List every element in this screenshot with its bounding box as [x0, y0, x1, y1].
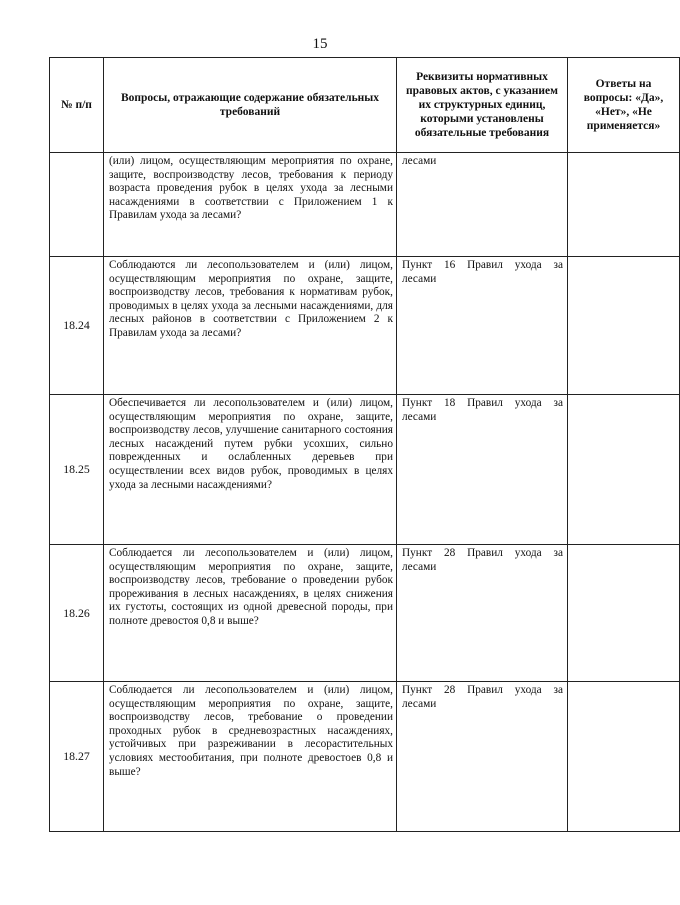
- table-row: [50, 153, 680, 257]
- header-num: № п/п: [50, 58, 104, 153]
- header-reference: Реквизиты нормативных правовых актов, с указанием их структурных единиц, которыми установлены обязательные требования: [397, 58, 568, 153]
- row-answer[interactable]: [568, 153, 680, 257]
- table-row: [50, 257, 680, 395]
- page-number: 15: [312, 36, 328, 52]
- table-header-row: [50, 58, 680, 153]
- row-reference: Пункт 28 Правил ухода за лесами: [397, 545, 568, 682]
- row-reference: Пункт 28 Правил ухода за лесами: [397, 682, 568, 832]
- row-number: 18.26: [50, 545, 104, 682]
- row-answer[interactable]: [568, 545, 680, 682]
- row-answer[interactable]: [568, 395, 680, 545]
- row-reference: Пункт 18 Правил ухода за лесами: [397, 395, 568, 545]
- row-reference: лесами: [397, 153, 568, 257]
- row-question: Соблюдается ли лесопользователем и (или) лицом, осуществляющим мероприятия по охране, защите, воспроизводству лесов, требование о проведении рубок прореживания в лесных насаждениях, в целях снижения их густоты, состоящих из одной древесной породы, при полноте древостоя 0,8 и выше?: [104, 545, 397, 682]
- table-row: [50, 682, 680, 832]
- table-row: [50, 545, 680, 682]
- row-question: Обеспечивается ли лесопользователем и (или) лицом, осуществляющим мероприятия по охране, защите, воспроизводству лесов, улучшение санитарного состояния лесных насаждений путем рубки усохших, сильно поврежденных и ослабленных деревьев при осуществлении всех видов рубок, проводимых в целях ухода за лесными насаждениями?: [104, 395, 397, 545]
- table-row: [50, 395, 680, 545]
- row-question: Соблюдается ли лесопользователем и (или) лицом, осуществляющим мероприятия по охране, защите, воспроизводству лесов, требование о проведении проходных рубок в средневозрастных насаждениях, устойчивых при разреживании в лесорастительных условиях местообитания, при полноте древостоев 0,8 и выше?: [104, 682, 397, 832]
- row-answer[interactable]: [568, 257, 680, 395]
- row-reference: Пункт 16 Правил ухода за лесами: [397, 257, 568, 395]
- header-answer: Ответы на вопросы: «Да», «Нет», «Не применяется»: [568, 58, 680, 153]
- row-question: (или) лицом, осуществляющим мероприятия по охране, защите, воспроизводству лесов, требования к периоду возраста проведения рубок в целях ухода за лесными насаждениями в соответствии с Приложением 1 к Правилам ухода за лесами?: [104, 153, 397, 257]
- row-question: Соблюдаются ли лесопользователем и (или) лицом, осуществляющим мероприятия по охране, защите, воспроизводству лесов, требования к нормативам рубок, проводимых в целях ухода за лесными насаждениями, для лесных районов в соответствии с Приложением 2 к Правилам ухода за лесами?: [104, 257, 397, 395]
- header-question: Вопросы, отражающие содержание обязательных требований: [104, 58, 397, 153]
- row-number: 18.27: [50, 682, 104, 832]
- row-number: [50, 153, 104, 257]
- requirements-table: [49, 57, 680, 832]
- row-number: 18.25: [50, 395, 104, 545]
- row-answer[interactable]: [568, 682, 680, 832]
- row-number: 18.24: [50, 257, 104, 395]
